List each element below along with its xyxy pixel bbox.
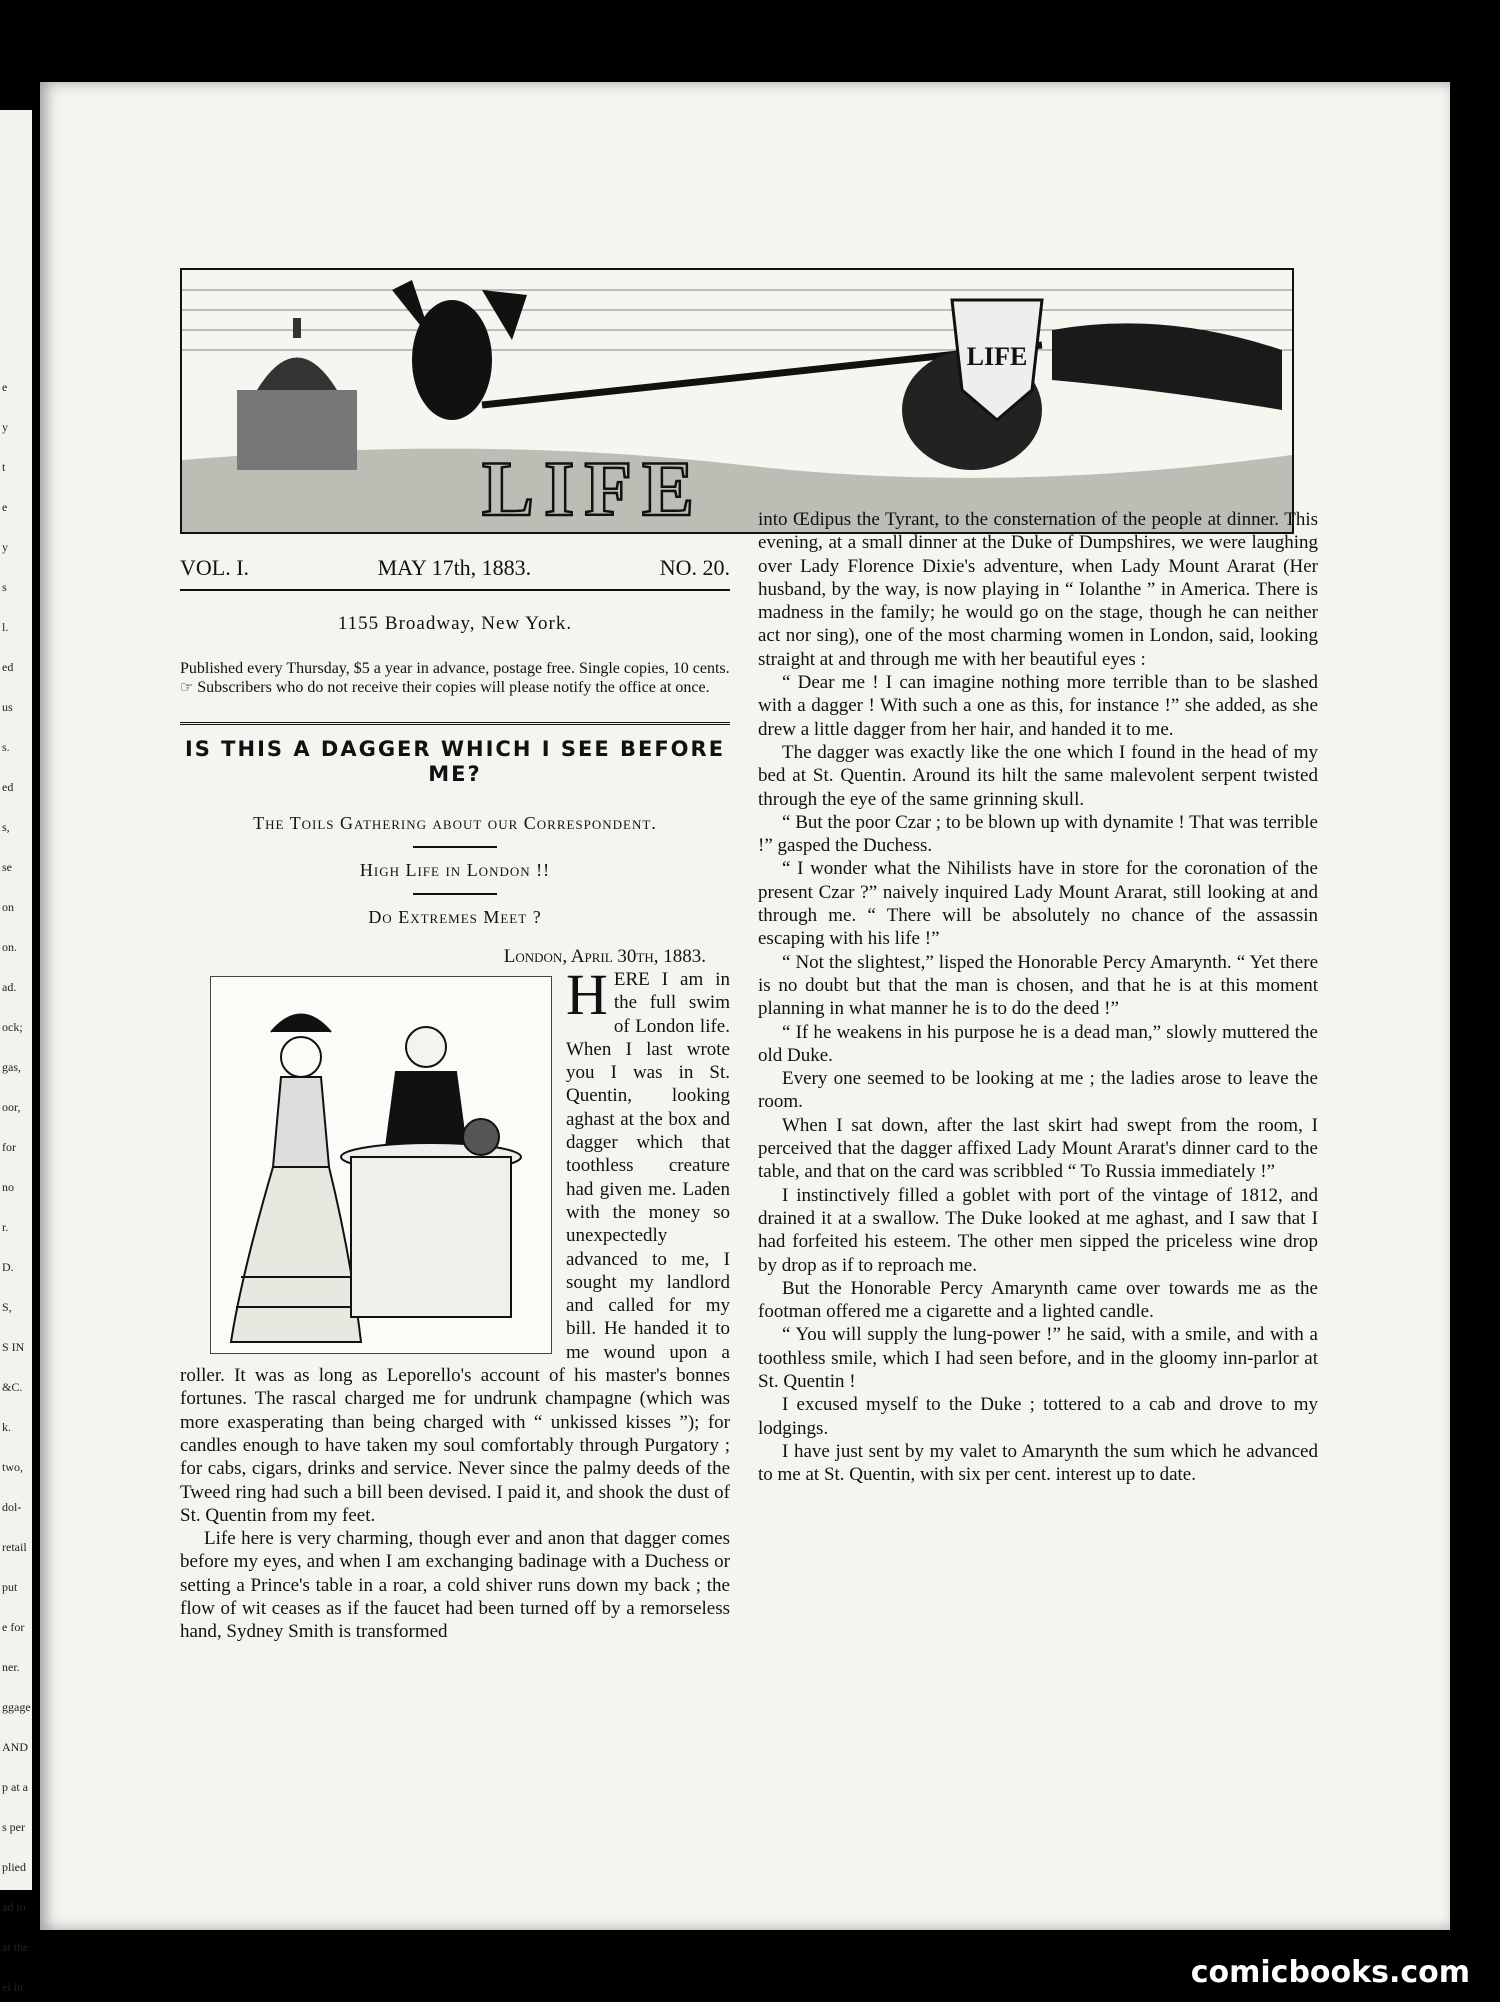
watermark-logo: comicbooks.com xyxy=(1190,1955,1470,1990)
page-edge-fragment: s. xyxy=(2,740,10,754)
page-edge-fragment: on. xyxy=(2,940,17,954)
paragraph: When I sat down, after the last skirt had swept from the room, I perceived that the dagger affixed Lady Mount Ararat's dinner card to the table, and that on the card was scribbled “ To Russia immediately !” xyxy=(758,1114,1318,1183)
masthead-illustration xyxy=(180,268,1294,534)
page-edge-fragment: for xyxy=(2,1140,16,1154)
paragraph: “ Not the slightest,” lisped the Honorable Percy Amarynth. “ Yet there is no doubt but that the man is chosen, and that he is at this moment planning in what manner he is to do the deed !” xyxy=(758,951,1318,1020)
subhead-3: Do Extremes Meet ? xyxy=(368,907,542,927)
page-edge-fragment: s xyxy=(2,580,7,594)
adjacent-page-edge xyxy=(0,110,32,1994)
page-edge-fragment: &C. xyxy=(2,1380,23,1394)
page-edge-fragment: t xyxy=(2,460,6,474)
page-edge-fragment: ed xyxy=(2,660,14,674)
page-edge-fragment: AND xyxy=(2,1740,28,1754)
issue-number: NO. 20. xyxy=(659,555,730,580)
short-rule xyxy=(413,846,497,848)
page-edge-fragment: s, xyxy=(2,820,10,834)
page-edge-fragment: on xyxy=(2,900,14,914)
page-edge-fragment: p at a xyxy=(2,1780,28,1794)
page-edge-fragment: S, xyxy=(2,1300,12,1314)
svg-text:LIFE: LIFE xyxy=(966,342,1028,371)
page-edge-fragment: ad. xyxy=(2,980,17,994)
publication-info xyxy=(180,659,730,698)
address: 1155 Broadway, New York. xyxy=(337,613,573,634)
page-edge-fragment: e xyxy=(2,500,8,514)
paragraph: “ You will supply the lung-power !” he said, with a smile, and with a toothless smile, which I had seen before, and in the gloomy inn-parlor at St. Quentin ! xyxy=(758,1324,1318,1392)
paragraph: I instinctively filled a goblet with port of the vintage of 1812, and drained it at a swallow. The Duke looked at me aghast, and I saw that I had forfeited his esteem. The other men sipped the priceless wine drop by drop as if to reproach me. xyxy=(758,1184,1318,1276)
page-edge-fragment: se xyxy=(2,860,12,874)
page-edge-fragment: us xyxy=(2,700,13,714)
right-column xyxy=(758,508,1318,1486)
page-edge-fragment: s per xyxy=(2,1820,25,1834)
paragraph: “ But the poor Czar ; to be blown up with dynamite ! That was terrible !” gasped the Duchess. xyxy=(758,811,1318,857)
paragraph: “ I wonder what the Nihilists have in store for the coronation of the present Czar ?” naively inquired Lady Mount Ararat, still looking at and through me. “ There will be absolutely no chance of the assassin escaping with his life !” xyxy=(758,858,1318,950)
issue-line xyxy=(180,555,730,591)
masthead-title: LIFE xyxy=(482,445,705,532)
paragraph: But the Honorable Percy Amarynth came over towards me as the footman offered me a cigarette and a lighted candle. xyxy=(758,1277,1318,1323)
page-edge-fragment: k. xyxy=(2,1420,11,1434)
page-edge-fragment: at the xyxy=(2,1940,29,1954)
section-rule xyxy=(180,722,730,725)
page-edge-fragment: retail xyxy=(2,1540,27,1554)
page-edge-fragment: two, xyxy=(2,1460,23,1474)
drop-cap: H xyxy=(566,962,608,1027)
subhead-1: The Toils Gathering about our Correspondent. xyxy=(253,813,657,833)
page-edge-fragment: plied xyxy=(2,1860,26,1874)
illustration-drawing xyxy=(211,977,551,1353)
dinner-illustration xyxy=(210,976,552,1354)
subscribers-note: ☞ Subscribers who do not receive their copies will please notify the office at once. xyxy=(180,679,710,696)
masthead-engraving xyxy=(182,270,1292,532)
table xyxy=(341,1119,521,1317)
page-edge-fragment: no xyxy=(2,1180,14,1194)
page-edge-fragment: l. xyxy=(2,620,9,634)
page-edge-fragment: ad to xyxy=(2,1900,26,1914)
page-edge-fragment: e for xyxy=(2,1620,25,1634)
paragraph: I have just sent by my valet to Amarynth the sum which he advanced to me at St. Quentin, with six per cent. interest up to date. xyxy=(758,1440,1318,1486)
article-body-left xyxy=(180,962,730,1644)
paragraph: HERE I am in the full swim of London life. When I last wrote you I was in St. Quentin, looking aghast at the box and dagger which that toothless creature had given me. Laden with the money so unexpectedly advanced to me, I sought my landlord and called for my bill. He handed it to me wound upon a roller. It was as long as Leporello's account of his master's bonnes fortunes. The rascal charged me for undrunk champagne (which was more exasperating than being charged with “ unkissed kisses ”); for candles enough to have taken my soul comfortably through Purgatory ; for cabs, cigars, drinks and service. Never since the palmy deeds of the Tweed ring had such a bill been devised. I paid it, and shook the dust of St. Quentin from my feet. xyxy=(180,962,730,1526)
left-column xyxy=(180,555,730,1644)
page-edge-fragment: ed xyxy=(2,780,14,794)
paragraph: “ If he weakens in his purpose he is a dead man,” slowly muttered the old Duke. xyxy=(758,1021,1318,1066)
issue-date: MAY 17th, 1883. xyxy=(377,555,532,580)
paragraph: Life here is very charming, though ever and anon that dagger comes before my eyes, and when I am exchanging badinage with a Duchess or setting a Prince's table in a roar, a cold shiver runs down my back ; the flow of wit ceases as if the faucet had been turned off by a remorseless hand, Sydney Smith is transformed xyxy=(180,1528,730,1643)
page-edge-fragment: put xyxy=(2,1580,18,1594)
page-edge-fragment: oor, xyxy=(2,1100,21,1114)
volume: VOL. I. xyxy=(180,555,250,580)
paragraph: into Œdipus the Tyrant, to the consternation of the people at dinner. This evening, at a small dinner at the Duke of Dumpshires, we were laughing over Lady Florence Dixie's adventure, when Lady Mount Ararat (Her husband, by the way, is now playing in “ Iolanthe ” in America. There is madness in the family; he would go on the stage, though he can neither act nor sing), one of the most charming women in London, said, looking straight at and through me with her beautiful eyes : xyxy=(758,509,1318,670)
published-note: Published every Thursday, $5 a year in advance, postage free. Single copies, 10 cents. xyxy=(180,660,730,677)
paragraph: “ Dear me ! I can imagine nothing more terrible than to be slashed with a dagger ! With such a one as this, for instance !” she added, as she drew a little dagger from her hair, and handed it to me. xyxy=(758,672,1318,740)
page-edge-fragment: r. xyxy=(2,1220,9,1234)
page-edge-fragment: y xyxy=(2,420,8,434)
page-edge-fragment: ggage xyxy=(2,1700,31,1714)
subhead-2: High Life in London !! xyxy=(359,860,551,880)
page-edge-fragment: S IN xyxy=(2,1340,25,1354)
page-edge-fragment: el in xyxy=(2,1980,23,1994)
page-edge-fragment: D. xyxy=(2,1260,14,1274)
article-headline: IS THIS A DAGGER WHICH I SEE BEFORE ME? xyxy=(184,737,726,786)
short-rule xyxy=(413,893,497,895)
page-edge-fragment: ock; xyxy=(2,1020,23,1034)
page-edge-fragment: dol- xyxy=(2,1500,22,1514)
page-edge-fragment: ner. xyxy=(2,1660,20,1674)
paragraph: I excused myself to the Duke ; tottered to a cab and drove to my lodgings. xyxy=(758,1394,1318,1439)
page-edge-fragment: y xyxy=(2,540,8,554)
paragraph: The dagger was exactly like the one which I found in the head of my bed at St. Quentin. Around its hilt the same malevolent serpent twisted through the eye of the same grinning skull. xyxy=(758,741,1318,810)
dateline: London, April 30th, 1883. xyxy=(503,946,706,967)
pointing-hand-icon: ☞ xyxy=(180,680,198,696)
page-edge-fragment: gas, xyxy=(2,1060,21,1074)
page-edge-fragment: e xyxy=(2,380,8,394)
paragraph: Every one seemed to be looking at me ; the ladies arose to leave the room. xyxy=(758,1068,1318,1113)
